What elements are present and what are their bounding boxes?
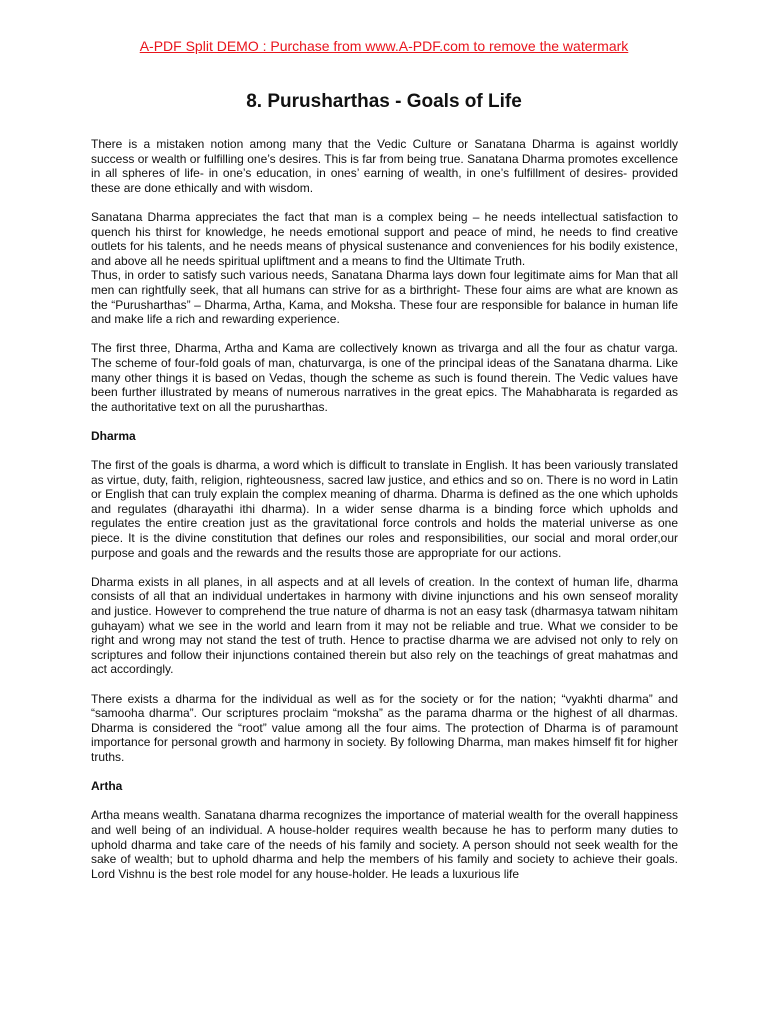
intro-paragraph-4: The first three, Dharma, Artha and Kama are collectively known as trivarga and all the four as chatur varga. The scheme of four-fold goals of man, chaturvarga, is one of the principal ideas of the Sanatana dharma. Like many other things it is based on Vedas, though the scheme as such is found therein. The Vedic values have been further illustrated by means of numerous narratives in the great epics. The Mahabharata is regarded as the authoritative text on all the purusharthas. (91, 341, 678, 414)
document-body (91, 137, 678, 881)
artha-paragraph-1: Artha means wealth. Sanatana dharma recognizes the importance of material wealth for the overall happiness and well being of an individual. A house-holder requires wealth because he has to perform many duties to uphold dharma and take care of the needs of his family and society. A person should not seek wealth for the sake of wealth; but to uphold dharma and help the members of his family and society to achieve their goals. Lord Vishnu is the best role model for any house-holder. He leads a luxurious life (91, 808, 678, 881)
dharma-paragraph-3: There exists a dharma for the individual as well as for the society or for the nation; “vyakhti dharma” and “samooha dharma”. Our scriptures proclaim “moksha” as the parama dharma or the highest of all dharmas. Dharma is considered the “root” value among all the four aims. The protection of Dharma is of paramount importance for personal growth and harmony in society. By following Dharma, man makes himself fit for higher truths. (91, 691, 678, 764)
section-heading-dharma: Dharma (91, 428, 136, 443)
intro-paragraph-2: Sanatana Dharma appreciates the fact that man is a complex being – he needs intellectual satisfaction to quench his thirst for knowledge, he needs emotional support and peace of mind, he needs to find creative outlets for his talents, and he needs means of physical sustenance and conveniences for his bodily existence, and above all he needs spiritual upliftment and a means to find the Ultimate Truth. (91, 209, 678, 268)
page-title: 8. Purusharthas - Goals of Life (246, 91, 522, 112)
section-heading-artha: Artha (91, 779, 123, 794)
dharma-paragraph-1: The first of the goals is dharma, a word which is difficult to translate in English. It has been variously translated as virtue, duty, faith, religion, righteousness, sacred law justice, and ethics and so on. There is no word in Latin or English that can truly explain the complex meaning of dharma. Dharma is defined as the one which upholds and regulates (dharayathi ithi dharma). In a wider sense dharma is a binding force which upholds and regulates the entire creation just as the gravitational force controls and holds the material universe as one piece. It is the divine constitution that defines our roles and responsibilities, our social and moral order,our purpose and goals and the rewards and the results those are appropriate for our actions. (91, 458, 678, 560)
watermark-link[interactable]: A-PDF Split DEMO : Purchase from www.A-PDF.com to remove the watermark (139, 38, 629, 54)
dharma-paragraph-2: Dharma exists in all planes, in all aspects and at all levels of creation. In the context of human life, dharma consists of all that an individual undertakes in harmony with divine injunctions and his own senseof morality and justice. However to comprehend the true nature of dharma is not an easy task (dharmasya tatwam nihitam guhayam) what we see in the world and learn from it may not be reliable and true. What we consider to be right and wrong may not stand the test of truth. Hence to practise dharma we are advised not only to rely on scriptures and follow their injunctions contained therein but also rely on the teachings of great mahatmas and act accordingly. (91, 574, 678, 677)
intro-paragraph-1: There is a mistaken notion among many that the Vedic Culture or Sanatana Dharma is against worldly success or wealth or fulfilling one’s desires. This is far from being true. Sanatana Dharma promotes excellence in all spheres of life- in one’s education, in ones’ earning of wealth, in one’s fulfillment of desires- provided these are done ethically and with wisdom. (91, 137, 678, 195)
intro-paragraph-3: Thus, in order to satisfy such various needs, Sanatana Dharma lays down four legitimate aims for Man that all men can rightfully seek, that all humans can strive for as a birthright- These four aims are what are known as the “Purusharthas” – Dharma, Artha, Kama, and Moksha. These four are responsible for balance in human life and make life a rich and rewarding experience. (91, 268, 678, 327)
